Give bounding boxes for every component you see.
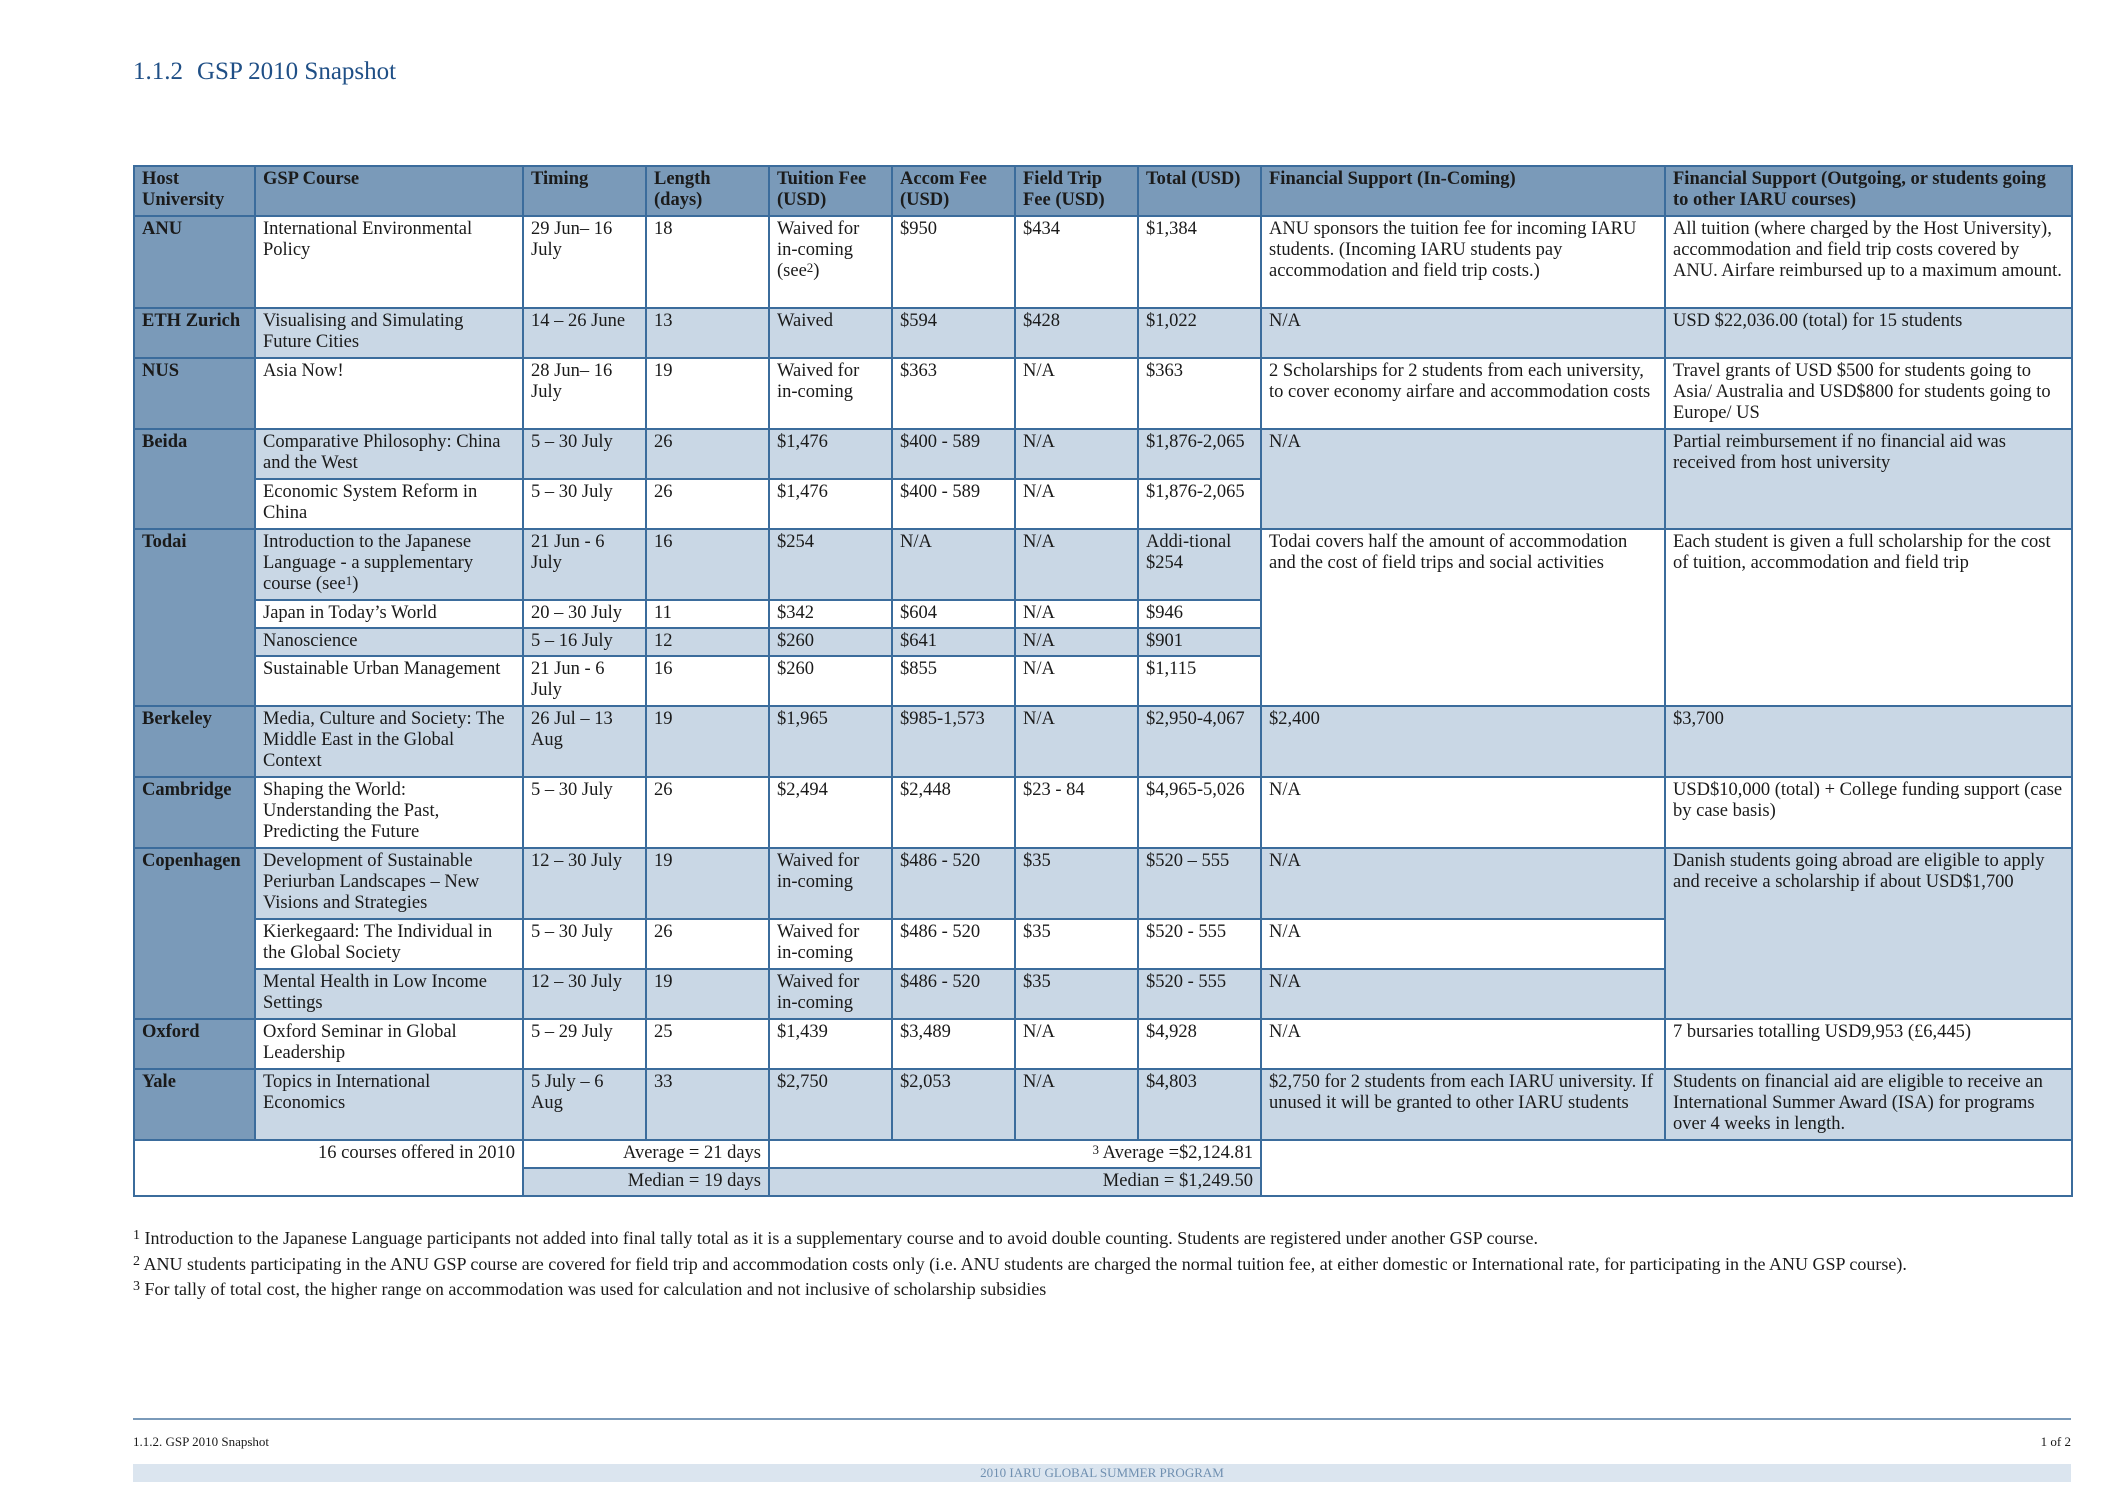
accom-cell: $486 - 520 <box>892 969 1015 1019</box>
support-outgoing-cell: USD$10,000 (total) + College funding support (case by case basis) <box>1665 777 2072 848</box>
support-outgoing-cell: Each student is given a full scholarship for the cost of tuition, accommodation and field trip <box>1665 529 2072 706</box>
timing-cell: 26 Jul – 13 Aug <box>523 706 646 777</box>
summary-row <box>134 1140 2072 1168</box>
summary-blank-cell <box>1261 1140 2072 1196</box>
total-cell: $520 – 555 <box>1138 848 1261 919</box>
timing-cell: 14 – 26 June <box>523 308 646 358</box>
fieldtrip-cell: N/A <box>1015 1069 1138 1140</box>
course-cell: Topics in International Economics <box>255 1069 523 1140</box>
length-cell: 26 <box>646 777 769 848</box>
col-header: Financial Support (In-Coming) <box>1261 166 1665 216</box>
footnote-ref: 2 <box>806 260 814 275</box>
support-outgoing-cell: Students on financial aid are eligible to receive an International Summer Award (ISA) for programs over 4 weeks in length. <box>1665 1069 2072 1140</box>
length-cell: 25 <box>646 1019 769 1069</box>
footnotes <box>133 1226 1907 1303</box>
table-row <box>134 216 2072 308</box>
support-outgoing-cell: $3,700 <box>1665 706 2072 777</box>
length-cell: 19 <box>646 358 769 429</box>
median-days-cell: Median = 19 days <box>523 1168 769 1196</box>
footnote-text: Introduction to the Japanese Language participants not added into final tally total as it is a supplementary course and to avoid double counting. Students are registered under another GSP course. <box>144 1228 1538 1248</box>
header-row <box>134 166 2072 216</box>
fieldtrip-cell: $35 <box>1015 969 1138 1019</box>
fieldtrip-cell: N/A <box>1015 479 1138 529</box>
timing-cell: 5 – 30 July <box>523 919 646 969</box>
support-outgoing-cell: All tuition (where charged by the Host University), accommodation and field trip costs covered by ANU. Airfare reimbursed up to a maximum amount. <box>1665 216 2072 308</box>
tuition-text-close: ) <box>813 261 820 281</box>
support-incoming-cell: N/A <box>1261 848 1665 919</box>
course-cell <box>255 529 523 600</box>
timing-cell: 5 July – 6 Aug <box>523 1069 646 1140</box>
footnote-text: ANU students participating in the ANU GSP course are covered for field trip and accommodation costs only (i.e. ANU students are charged the normal tuition fee, at either domestic or International rate, for participating in the ANU GSP course). <box>143 1253 1907 1274</box>
timing-cell: 5 – 30 July <box>523 479 646 529</box>
timing-cell: 20 – 30 July <box>523 600 646 628</box>
table-row <box>134 358 2072 429</box>
average-cost-text: Average =$2,124.81 <box>1102 1143 1253 1163</box>
table-row <box>134 777 2072 848</box>
support-incoming-cell: ANU sponsors the tuition fee for incoming IARU students. (Incoming IARU students pay accommodation and field trip costs.) <box>1261 216 1665 308</box>
table-row <box>134 706 2072 777</box>
length-cell: 26 <box>646 479 769 529</box>
accom-cell: $486 - 520 <box>892 919 1015 969</box>
university-cell: Yale <box>134 1069 255 1140</box>
total-cell: $520 - 555 <box>1138 919 1261 969</box>
timing-cell: 12 – 30 July <box>523 848 646 919</box>
tuition-cell: $260 <box>769 628 892 656</box>
course-cell: International Environmental Policy <box>255 216 523 308</box>
support-incoming-cell: $2,750 for 2 students from each IARU university. If unused it will be granted to other IARU students <box>1261 1069 1665 1140</box>
length-cell: 16 <box>646 529 769 600</box>
table-row <box>134 429 2072 479</box>
footnote-ref: 3 <box>1092 1142 1100 1157</box>
col-header: Timing <box>523 166 646 216</box>
fieldtrip-cell: $434 <box>1015 216 1138 308</box>
support-outgoing-cell: Partial reimbursement if no financial aid was received from host university <box>1665 429 2072 529</box>
course-cell: Economic System Reform in China <box>255 479 523 529</box>
tuition-cell: Waived for in-coming <box>769 969 892 1019</box>
table-row <box>134 308 2072 358</box>
col-header: Total (USD) <box>1138 166 1261 216</box>
tuition-text: Waived for in-coming (see <box>777 219 860 281</box>
course-cell: Oxford Seminar in Global Leadership <box>255 1019 523 1069</box>
timing-cell: 5 – 30 July <box>523 777 646 848</box>
total-cell: $901 <box>1138 628 1261 656</box>
total-cell: $1,876-2,065 <box>1138 479 1261 529</box>
timing-cell: 21 Jun - 6 July <box>523 529 646 600</box>
tuition-cell: $260 <box>769 656 892 706</box>
total-cell: $363 <box>1138 358 1261 429</box>
col-header: Host University <box>134 166 255 216</box>
total-cell: $4,928 <box>1138 1019 1261 1069</box>
timing-cell: 5 – 16 July <box>523 628 646 656</box>
timing-cell: 28 Jun– 16 July <box>523 358 646 429</box>
course-cell: Asia Now! <box>255 358 523 429</box>
total-cell: $1,022 <box>1138 308 1261 358</box>
course-cell: Visualising and Simulating Future Cities <box>255 308 523 358</box>
section-title <box>133 58 396 86</box>
tuition-cell: Waived for in-coming <box>769 919 892 969</box>
fieldtrip-cell: N/A <box>1015 529 1138 600</box>
gsp-snapshot-table <box>133 165 2073 1197</box>
table-row <box>134 848 2072 919</box>
section-number: 1.1.2 <box>133 58 183 85</box>
footnote-number: 3 <box>133 1279 140 1294</box>
col-header: Accom Fee (USD) <box>892 166 1015 216</box>
fieldtrip-cell: $23 - 84 <box>1015 777 1138 848</box>
support-incoming-cell: N/A <box>1261 919 1665 969</box>
tuition-cell: Waived for in-coming <box>769 848 892 919</box>
accom-cell: $641 <box>892 628 1015 656</box>
fieldtrip-cell: N/A <box>1015 706 1138 777</box>
support-incoming-cell: N/A <box>1261 969 1665 1019</box>
length-cell: 33 <box>646 1069 769 1140</box>
total-cell: $1,384 <box>1138 216 1261 308</box>
university-cell: Oxford <box>134 1019 255 1069</box>
total-cell: $4,803 <box>1138 1069 1261 1140</box>
course-cell: Media, Culture and Society: The Middle East in the Global Context <box>255 706 523 777</box>
support-incoming-cell: N/A <box>1261 1019 1665 1069</box>
support-outgoing-cell: 7 bursaries totalling USD9,953 (£6,445) <box>1665 1019 2072 1069</box>
fieldtrip-cell: $35 <box>1015 919 1138 969</box>
table-row <box>134 529 2072 600</box>
accom-cell: $400 - 589 <box>892 479 1015 529</box>
footnote-number: 1 <box>133 1228 140 1243</box>
page-number: 1 of 2 <box>2040 1434 2071 1449</box>
accom-cell: $2,448 <box>892 777 1015 848</box>
total-cell: $1,876-2,065 <box>1138 429 1261 479</box>
table-row <box>134 1019 2072 1069</box>
course-cell: Mental Health in Low Income Settings <box>255 969 523 1019</box>
tuition-cell: $2,494 <box>769 777 892 848</box>
footnote <box>133 1252 1907 1278</box>
length-cell: 11 <box>646 600 769 628</box>
footer-banner: 2010 IARU GLOBAL SUMMER PROGRAM <box>133 1464 2071 1482</box>
timing-cell: 21 Jun - 6 July <box>523 656 646 706</box>
length-cell: 19 <box>646 969 769 1019</box>
university-cell: Beida <box>134 429 255 529</box>
support-incoming-cell: N/A <box>1261 429 1665 529</box>
accom-cell: $985-1,573 <box>892 706 1015 777</box>
course-text: Introduction to the Japanese Language - a supplementary course (see <box>263 532 474 594</box>
total-cell: $1,115 <box>1138 656 1261 706</box>
fieldtrip-cell: N/A <box>1015 358 1138 429</box>
tuition-cell: $254 <box>769 529 892 600</box>
total-cell: $2,950-4,067 <box>1138 706 1261 777</box>
length-cell: 18 <box>646 216 769 308</box>
fieldtrip-cell: N/A <box>1015 628 1138 656</box>
length-cell: 12 <box>646 628 769 656</box>
accom-cell: $486 - 520 <box>892 848 1015 919</box>
accom-cell: $604 <box>892 600 1015 628</box>
timing-cell: 29 Jun– 16 July <box>523 216 646 308</box>
tuition-cell: Waived for in-coming <box>769 358 892 429</box>
tuition-cell: $1,965 <box>769 706 892 777</box>
course-cell: Comparative Philosophy: China and the West <box>255 429 523 479</box>
university-cell: ANU <box>134 216 255 308</box>
fieldtrip-cell: N/A <box>1015 429 1138 479</box>
col-header: Financial Support (Outgoing, or students going to other IARU courses) <box>1665 166 2072 216</box>
support-outgoing-cell: USD $22,036.00 (total) for 15 students <box>1665 308 2072 358</box>
footnote <box>133 1226 1907 1252</box>
table-row <box>134 1069 2072 1140</box>
university-cell: Berkeley <box>134 706 255 777</box>
courses-count-cell: 16 courses offered in 2010 <box>134 1140 523 1196</box>
course-cell: Kierkegaard: The Individual in the Global Society <box>255 919 523 969</box>
accom-cell: $2,053 <box>892 1069 1015 1140</box>
support-incoming-cell: Todai covers half the amount of accommodation and the cost of field trips and social activities <box>1261 529 1665 706</box>
tuition-cell: $342 <box>769 600 892 628</box>
accom-cell: $363 <box>892 358 1015 429</box>
footnote-ref: 1 <box>345 573 353 588</box>
length-cell: 26 <box>646 919 769 969</box>
length-cell: 26 <box>646 429 769 479</box>
accom-cell: $855 <box>892 656 1015 706</box>
fieldtrip-cell: N/A <box>1015 1019 1138 1069</box>
accom-cell: $400 - 589 <box>892 429 1015 479</box>
footnote-text: For tally of total cost, the higher range on accommodation was used for calculation and not inclusive of scholarship subsidies <box>144 1279 1047 1299</box>
tuition-cell: Waived <box>769 308 892 358</box>
tuition-cell: $2,750 <box>769 1069 892 1140</box>
footer-section-label: 1.1.2. GSP 2010 Snapshot <box>133 1434 270 1449</box>
accom-cell: N/A <box>892 529 1015 600</box>
footer-divider <box>133 1418 2071 1420</box>
section-title-text: GSP 2010 Snapshot <box>197 58 397 85</box>
support-incoming-cell: N/A <box>1261 308 1665 358</box>
col-header: Tuition Fee (USD) <box>769 166 892 216</box>
timing-cell: 5 – 30 July <box>523 429 646 479</box>
tuition-cell <box>769 216 892 308</box>
footnote-number: 2 <box>133 1253 140 1269</box>
fieldtrip-cell: N/A <box>1015 600 1138 628</box>
support-incoming-cell: N/A <box>1261 777 1665 848</box>
fieldtrip-cell: N/A <box>1015 656 1138 706</box>
accom-cell: $3,489 <box>892 1019 1015 1069</box>
tuition-cell: $1,439 <box>769 1019 892 1069</box>
support-incoming-cell: $2,400 <box>1261 706 1665 777</box>
course-cell: Nanoscience <box>255 628 523 656</box>
accom-cell: $594 <box>892 308 1015 358</box>
support-outgoing-cell: Travel grants of USD $500 for students going to Asia/ Australia and USD$800 for students going to Europe/ US <box>1665 358 2072 429</box>
course-cell: Japan in Today’s World <box>255 600 523 628</box>
fieldtrip-cell: $35 <box>1015 848 1138 919</box>
university-cell: Cambridge <box>134 777 255 848</box>
length-cell: 13 <box>646 308 769 358</box>
average-cost-cell <box>769 1140 1261 1168</box>
total-cell: $520 - 555 <box>1138 969 1261 1019</box>
course-text-close: ) <box>352 574 359 594</box>
support-incoming-cell: 2 Scholarships for 2 students from each university, to cover economy airfare and accommodation costs <box>1261 358 1665 429</box>
course-cell: Sustainable Urban Management <box>255 656 523 706</box>
fieldtrip-cell: $428 <box>1015 308 1138 358</box>
total-cell: $946 <box>1138 600 1261 628</box>
university-cell: NUS <box>134 358 255 429</box>
accom-cell: $950 <box>892 216 1015 308</box>
total-cell: $4,965-5,026 <box>1138 777 1261 848</box>
footnote <box>133 1277 1907 1303</box>
average-days-cell: Average = 21 days <box>523 1140 769 1168</box>
university-cell: Todai <box>134 529 255 706</box>
support-outgoing-cell: Danish students going abroad are eligible to apply and receive a scholarship if about USD$1,700 <box>1665 848 2072 1019</box>
length-cell: 16 <box>646 656 769 706</box>
total-cell: Addi-tional $254 <box>1138 529 1261 600</box>
tuition-cell: $1,476 <box>769 479 892 529</box>
length-cell: 19 <box>646 848 769 919</box>
tuition-cell: $1,476 <box>769 429 892 479</box>
course-cell: Development of Sustainable Periurban Landscapes – New Visions and Strategies <box>255 848 523 919</box>
length-cell: 19 <box>646 706 769 777</box>
median-cost-cell: Median = $1,249.50 <box>769 1168 1261 1196</box>
university-cell: Copenhagen <box>134 848 255 1019</box>
col-header: Field Trip Fee (USD) <box>1015 166 1138 216</box>
university-cell: ETH Zurich <box>134 308 255 358</box>
timing-cell: 5 – 29 July <box>523 1019 646 1069</box>
course-cell: Shaping the World: Understanding the Past, Predicting the Future <box>255 777 523 848</box>
col-header: Length (days) <box>646 166 769 216</box>
timing-cell: 12 – 30 July <box>523 969 646 1019</box>
col-header: GSP Course <box>255 166 523 216</box>
